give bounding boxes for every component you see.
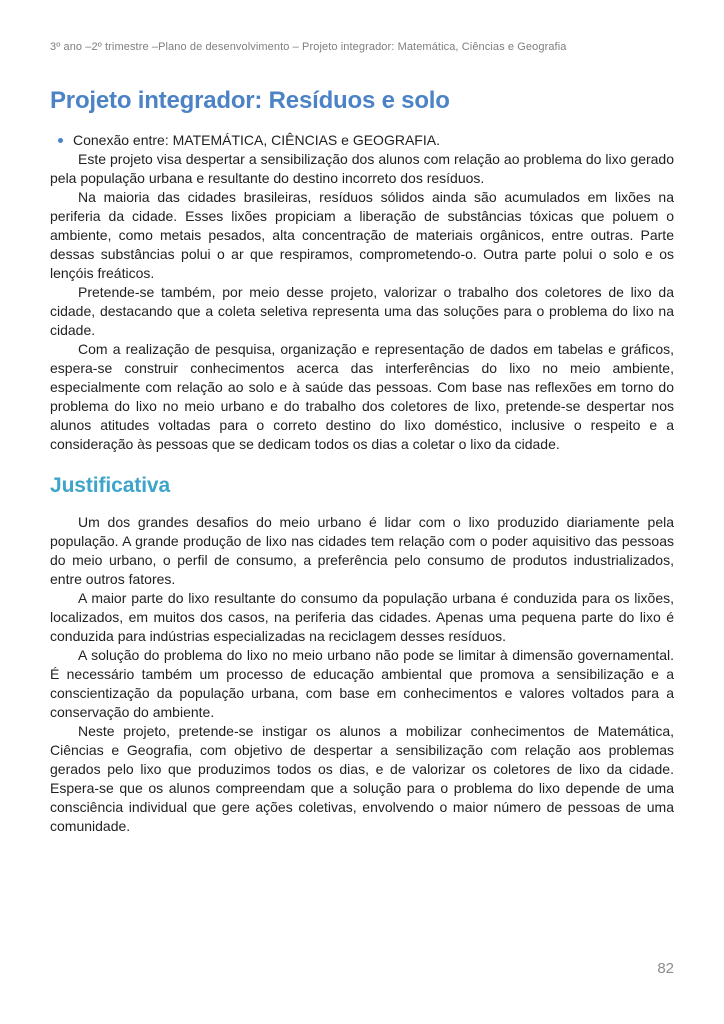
connection-text: Conexão entre: MATEMÁTICA, CIÊNCIAS e GEOGRAFIA. bbox=[73, 132, 440, 148]
justificativa-paragraph-2: A maior parte do lixo resultante do consumo da população urbana é conduzida para os lixões, localizados, em muitos dos casos, na periferia das cidades. Apenas uma pequena parte do lixo é conduzida para indústrias especializadas na reciclagem desses resíduos. bbox=[50, 590, 674, 644]
intro-paragraph-1: Este projeto visa despertar a sensibilização dos alunos com relação ao problema do lixo gerado pela população urbana e resultante do destino incorreto dos resíduos. bbox=[50, 151, 674, 186]
connection-item bbox=[50, 131, 674, 150]
intro-paragraph-2: Na maioria das cidades brasileiras, resíduos sólidos ainda são acumulados em lixões na periferia da cidade. Esses lixões propiciam a liberação de substâncias tóxicas que poluem o ambiente, como metais pesados, alta concentração de materiais orgânicos, entre outras. Parte dessas substâncias polui o ar que respiramos, comprometendo-o. Outra parte polui o solo e os lençóis freáticos. bbox=[50, 189, 674, 281]
justificativa-paragraph-4: Neste projeto, pretende-se instigar os alunos a mobilizar conhecimentos de Matemática, Ciências e Geografia, com objetivo de despertar a sensibilização com relação aos problemas gerados pelo lixo que produzimos todos os dias, e de valorizar os coletores de lixo da cidade. Espera-se que os alunos compreendam que a solução para o problema do lixo depende de uma consciência individual que gere ações coletivas, envolvendo o maior número de pessoas de uma comunidade. bbox=[50, 723, 674, 834]
page-title: Projeto integrador: Resíduos e solo bbox=[50, 87, 450, 114]
intro-paragraph-3: Pretende-se também, por meio desse projeto, valorizar o trabalho dos coletores de lixo da cidade, destacando que a coleta seletiva representa uma das soluções para o problema do lixo na cidade. bbox=[50, 284, 674, 338]
intro-paragraph-4: Com a realização de pesquisa, organização e representação de dados em tabelas e gráficos, espera-se construir conhecimentos acerca das interferências do lixo no meio ambiente, especialmente com relação ao solo e à saúde das pessoas. Com base nas reflexões em torno do problema do lixo no meio urbano e do trabalho dos coletores de lixo, pretende-se despertar nos alunos atitudes voltadas para o correto destino do lixo doméstico, inclusive o respeito e a consideração às pessoas que se dedicam todos os dias a coletar o lixo da cidade. bbox=[50, 341, 674, 452]
justificativa-paragraph-3: A solução do problema do lixo no meio urbano não pode se limitar à dimensão governamental. É necessário também um processo de educação ambiental que promova a sensibilização e a conscientização da população urbana, com base em conhecimentos e valores voltados para a conservação do ambiente. bbox=[50, 647, 674, 720]
page-number: 82 bbox=[657, 960, 674, 977]
justificativa-paragraph-1: Um dos grandes desafios do meio urbano é lidar com o lixo produzido diariamente pela população. A grande produção de lixo nas cidades tem relação com o poder aquisitivo das pessoas do meio urbano, o perfil de consumo, a preferência pelo consumo de produtos industrializados, entre outros fatores. bbox=[50, 514, 674, 587]
running-header: 3º ano –2º trimestre –Plano de desenvolvimento – Projeto integrador: Matemática, Ciências e Geografia bbox=[50, 41, 567, 53]
section-heading-justificativa: Justificativa bbox=[50, 474, 171, 497]
bullet-dot-icon bbox=[58, 138, 63, 143]
